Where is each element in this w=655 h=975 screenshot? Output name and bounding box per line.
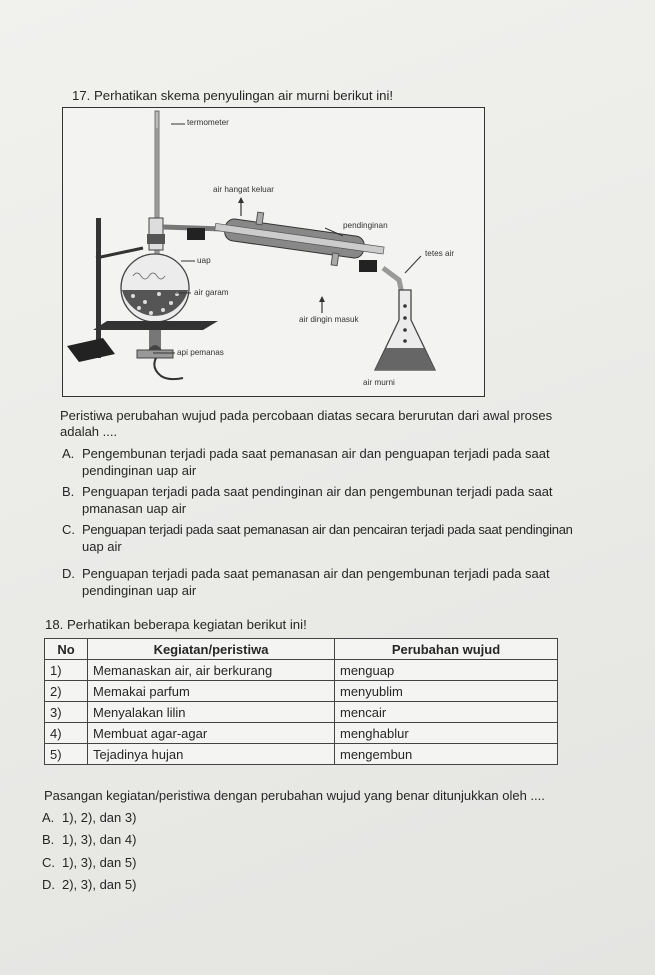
- label-tetes-air: tetes air: [425, 249, 455, 258]
- stand-rod: [96, 218, 101, 358]
- q18-answer-b: [42, 832, 136, 847]
- table-row: [45, 681, 558, 702]
- option-letter: C.: [62, 522, 75, 537]
- wire-gauze: [93, 321, 218, 330]
- cell-perubahan: menguap: [335, 660, 558, 681]
- cell-kegiatan: Tejadinya hujan: [88, 744, 335, 765]
- cell-no: 4): [45, 723, 88, 744]
- cell-perubahan: menghablur: [335, 723, 558, 744]
- label-pendinginan: pendinginan: [343, 221, 388, 230]
- q18-answer-a: [42, 810, 136, 825]
- q18-answer-d: [42, 877, 136, 892]
- stand-base: [67, 338, 115, 362]
- q17-question-line2: adalah ....: [60, 424, 118, 439]
- option-letter: B.: [62, 484, 75, 499]
- cell-perubahan: mengembun: [335, 744, 558, 765]
- q18-question: Pasangan kegiatan/peristiwa dengan perubahan wujud yang benar ditunjukkan oleh ....: [44, 788, 545, 803]
- option-text-line1: Penguapan terjadi pada saat pendinginan air dan pengembunan terjadi pada saat: [82, 484, 553, 499]
- label-air-dingin: air dingin masuk: [299, 315, 359, 324]
- option-text-line1: Penguapan terjadi pada saat pemanasan air dan pengembunan terjadi pada saat: [82, 566, 550, 581]
- answer-text: 1), 3), dan 4): [62, 832, 137, 847]
- answer-text: 2), 3), dan 5): [62, 877, 137, 892]
- cell-no: 3): [45, 702, 88, 723]
- option-letter: A.: [62, 446, 75, 461]
- distillation-drawing: [63, 108, 486, 398]
- label-uap: uap: [197, 256, 211, 265]
- option-text-line2: uap air: [82, 539, 122, 554]
- label-air-garam: air garam: [194, 288, 229, 297]
- table-row: [45, 702, 558, 723]
- answer-text: 1), 2), dan 3): [62, 810, 137, 825]
- cell-kegiatan: Memanaskan air, air berkurang: [88, 660, 335, 681]
- header-perubahan: Perubahan wujud: [335, 639, 558, 660]
- cell-no: 1): [45, 660, 88, 681]
- table-header-row: [45, 639, 558, 660]
- header-kegiatan: Kegiatan/peristiwa: [88, 639, 335, 660]
- answer-text: 1), 3), dan 5): [62, 855, 137, 870]
- q18-title: 18. Perhatikan beberapa kegiatan berikut ini!: [45, 617, 307, 632]
- answer-letter: A.: [42, 810, 55, 825]
- flask-stopper: [147, 234, 165, 244]
- activity-table: [44, 638, 558, 765]
- cell-kegiatan: Membuat agar-agar: [88, 723, 335, 744]
- cell-perubahan: menyublim: [335, 681, 558, 702]
- label-termometer: termometer: [187, 118, 229, 127]
- option-text-line2: pmanasan uap air: [82, 501, 187, 516]
- label-air-murni: air murni: [363, 378, 395, 387]
- cell-no: 2): [45, 681, 88, 702]
- label-api-pemanas: api pemanas: [177, 348, 224, 357]
- answer-letter: C.: [42, 855, 55, 870]
- table-row: [45, 660, 558, 681]
- cell-no: 5): [45, 744, 88, 765]
- distillation-diagram: [62, 107, 485, 397]
- header-no: No: [45, 639, 88, 660]
- option-text-line1: Penguapan terjadi pada saat pemanasan air dan pencairan terjadi pada saat pendinginan: [82, 522, 573, 537]
- burner: [137, 350, 173, 358]
- answer-letter: B.: [42, 832, 55, 847]
- table-row: [45, 744, 558, 765]
- q17-title: 17. Perhatikan skema penyulingan air murni berikut ini!: [72, 88, 394, 103]
- q18-answer-c: [42, 855, 136, 870]
- label-air-hangat: air hangat keluar: [213, 185, 274, 194]
- cell-perubahan: mencair: [335, 702, 558, 723]
- option-text-line1: Pengembunan terjadi pada saat pemanasan air dan penguapan terjadi pada saat: [82, 446, 550, 461]
- option-text-line2: pendinginan uap air: [82, 583, 197, 598]
- cell-kegiatan: Menyalakan lilin: [88, 702, 335, 723]
- cell-kegiatan: Memakai parfum: [88, 681, 335, 702]
- option-text-line2: pendinginan uap air: [82, 463, 197, 478]
- answer-letter: D.: [42, 877, 55, 892]
- q17-question-line1: Peristiwa perubahan wujud pada percobaan diatas secara berurutan dari awal proses: [60, 408, 553, 423]
- table-row: [45, 723, 558, 744]
- option-letter: D.: [62, 566, 75, 581]
